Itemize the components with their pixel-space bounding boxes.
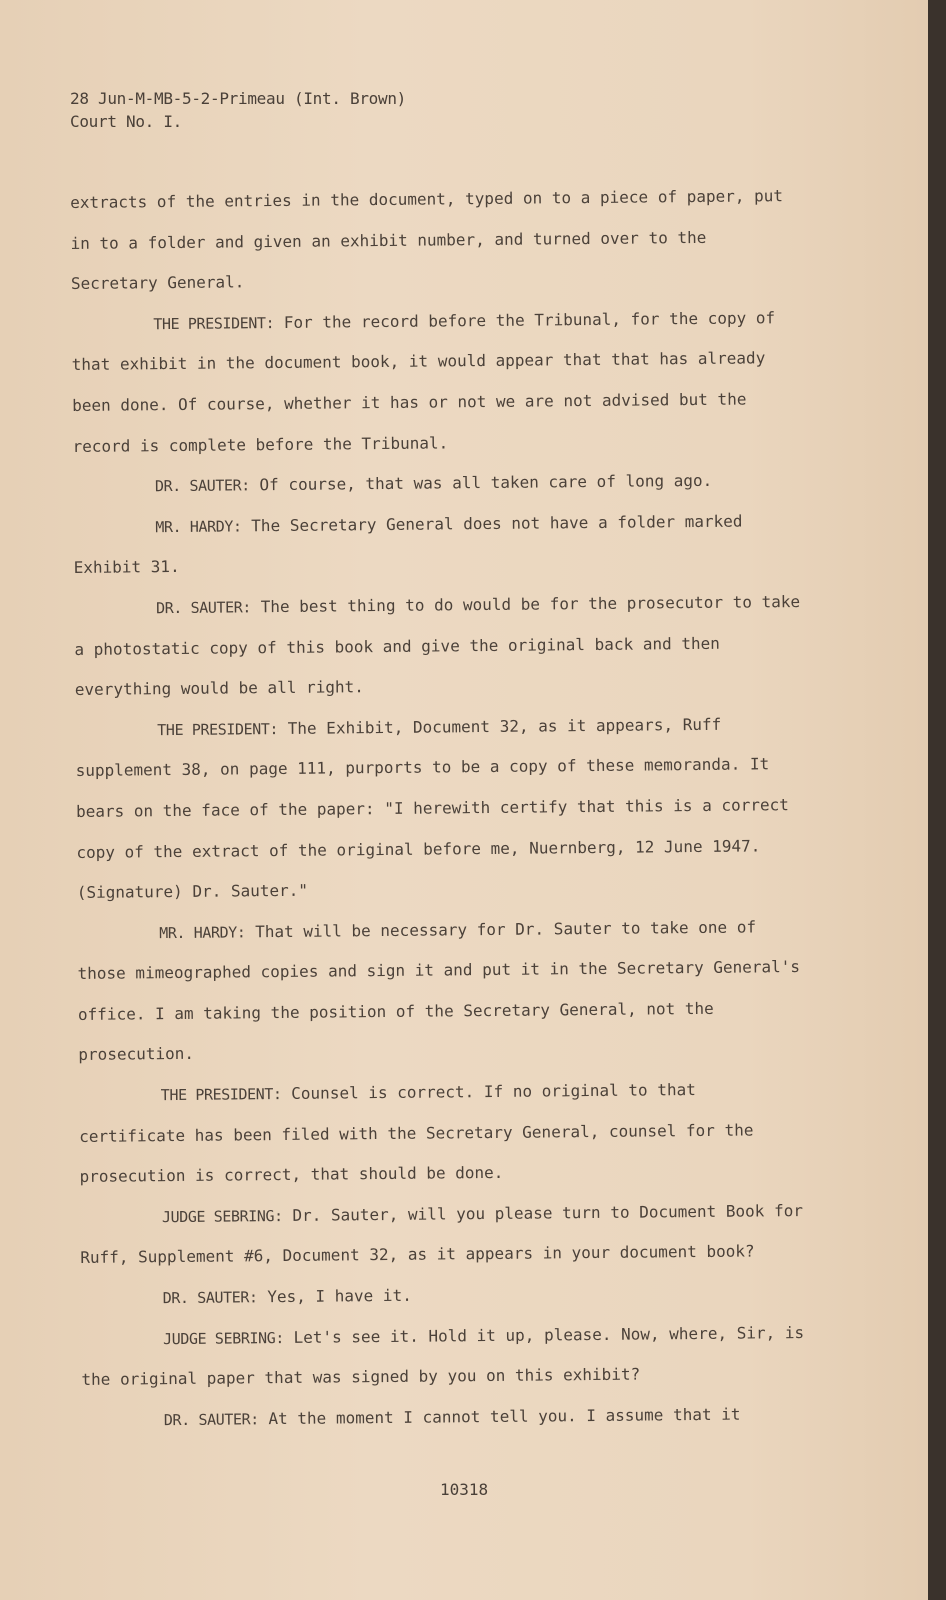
transcript-paragraph [77, 907, 809, 1076]
speaker-label: JUDGE SEBRING: [161, 1206, 283, 1227]
paragraph-text: extracts of the entries in the document, typed on to a piece of paper, put in to a folder and given an exhibit number, and turned over to the Secretary General. [70, 186, 784, 294]
transcript-paragraph [73, 460, 803, 508]
speaker-label: THE PRESIDENT: [153, 313, 275, 333]
transcript-paragraph [74, 582, 805, 711]
paragraph-text: At the moment I cannot tell you. I assume that it [268, 1404, 741, 1428]
paragraph-text: That will be necessary for Dr. Sauter to take one of those mimeographed copies and sign it and put it in the Secretary General's office. I am taking the position of the Secretary General, not the prosecution. [77, 917, 801, 1065]
transcript-paragraph [71, 298, 803, 467]
speaker-label: DR. SAUTER: [163, 1410, 259, 1429]
speaker-label: THE PRESIDENT: [157, 719, 279, 739]
paragraph-text: The best thing to do would be for the prosecutor to take a photostatic copy of this book and give the original back and then everything would be all right. [74, 591, 801, 700]
paragraph-text: Of course, that was all taken care of long ago. [259, 471, 713, 495]
speaker-label: THE PRESIDENT: [160, 1085, 282, 1105]
paragraph-text: For the record before the Tribunal, for the copy of that exhibit in the document book, it would appear that that has already been done. Of course, whether it has or not we are not advised but the record is complete before the Tribunal. [71, 308, 776, 456]
speaker-label: JUDGE SEBRING: [163, 1328, 285, 1348]
header-court-line: Court No. I. [70, 112, 182, 131]
transcript-paragraph [75, 704, 807, 914]
speaker-label: MR. HARDY: [159, 923, 246, 942]
transcript-paragraph [70, 176, 801, 305]
transcript-paragraph [79, 1069, 810, 1198]
document-header [70, 87, 406, 133]
speaker-label: DR. SAUTER: [162, 1288, 258, 1308]
transcript-paragraph [81, 1272, 811, 1320]
speaker-label: DR. SAUTER: [154, 476, 250, 496]
speaker-label: DR. SAUTER: [155, 598, 252, 618]
paragraph-text: Yes, I have it. [267, 1285, 412, 1307]
paragraph-text: Dr. Sauter, will you please turn to Document Book for Ruff, Supplement #6, Document 32, as it appears in your document book? [80, 1200, 804, 1268]
scan-edge [928, 0, 946, 1600]
paragraph-text: Let's see it. Hold it up, please. Now, where, Sir, is the original paper that was signed by you on this exhibit? [81, 1322, 805, 1390]
transcript-body [70, 176, 812, 1441]
transcript-paragraph [82, 1394, 812, 1442]
transcript-paragraph [80, 1191, 811, 1279]
paragraph-text: The Exhibit, Document 32, as it appears, Ruff supplement 38, on page 111, purports to be a copy of these memoranda. It bears on the face of the paper: "I herewith certify that this is a correct copy of the extract of the original before me, Nuernberg, 12 June 1947. (Signature) Dr. Sauter." [75, 714, 789, 903]
header-session-line: 28 Jun-M-MB-5-2-Primeau (Int. Brown) [70, 89, 406, 108]
transcript-paragraph [73, 501, 804, 589]
speaker-label: MR. HARDY: [155, 517, 242, 536]
transcript-paragraph [81, 1313, 812, 1401]
paragraph-text: Counsel is correct. If no original to that certificate has been filed with the Secretary General, counsel for the prosecution is correct, that should be done. [79, 1080, 754, 1187]
paragraph-text: The Secretary General does not have a folder marked Exhibit 31. [73, 511, 743, 578]
page-number: 10318 [440, 1480, 489, 1499]
